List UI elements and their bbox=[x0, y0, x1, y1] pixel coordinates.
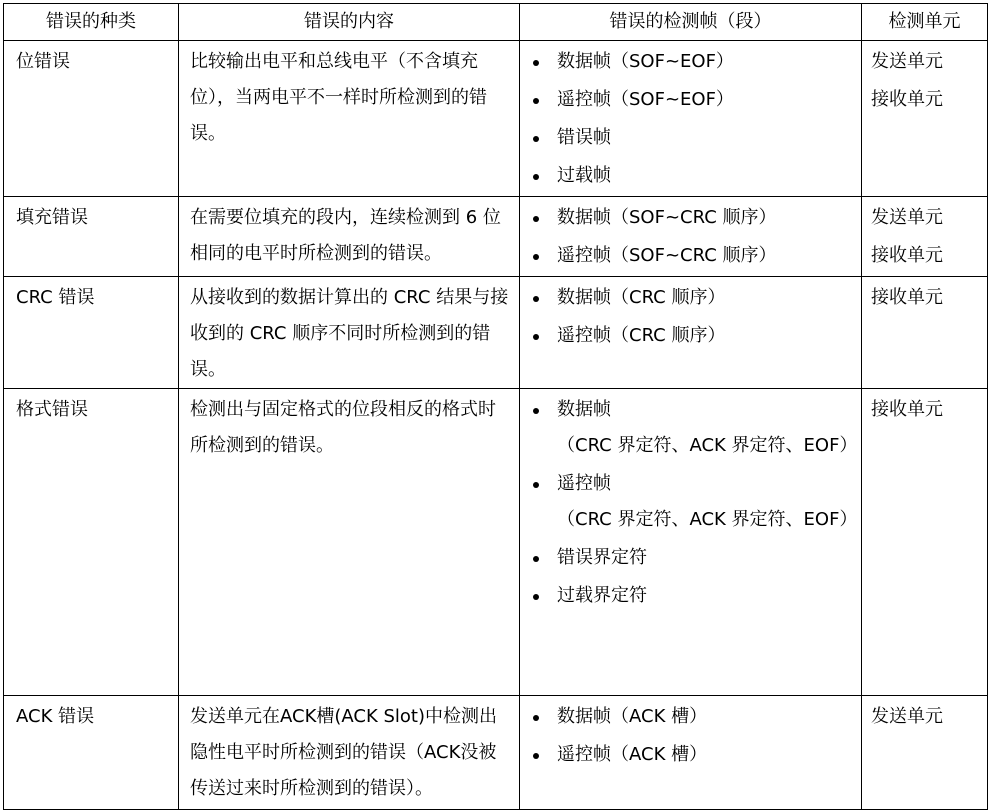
table-row bbox=[4, 277, 988, 389]
unit-label: 发送单元 bbox=[871, 706, 943, 727]
unit-label: 接收单元 bbox=[871, 287, 943, 308]
unit-label: 发送单元 bbox=[871, 207, 943, 228]
frame-label: 遥控帧（SOF~CRC 顺序） bbox=[557, 245, 777, 266]
frame-list bbox=[530, 200, 855, 274]
unit-label: 接收单元 bbox=[871, 399, 943, 420]
table-row bbox=[4, 389, 988, 696]
error-content-cell: 比较输出电平和总线电平（不含填充位），当两电平不一样时所检测到的错误。 bbox=[179, 41, 520, 197]
header-error-content: 错误的内容 bbox=[179, 4, 520, 41]
frame-list-item bbox=[530, 699, 855, 735]
detection-unit-cell bbox=[862, 41, 988, 197]
error-type-cell: 位错误 bbox=[4, 41, 179, 197]
frame-label: 数据帧（CRC 顺序） bbox=[557, 287, 726, 308]
frame-list-item bbox=[530, 158, 855, 194]
frame-label: 过载界定符 bbox=[557, 585, 647, 606]
frame-list-item bbox=[530, 238, 855, 274]
frame-list-item bbox=[530, 82, 855, 118]
detection-frames-cell bbox=[520, 41, 862, 197]
frame-label: 遥控帧（ACK 槽） bbox=[557, 744, 708, 765]
frame-list bbox=[530, 699, 855, 773]
frame-label: 错误帧 bbox=[557, 127, 611, 148]
frame-list-item bbox=[530, 466, 858, 538]
frame-detail: （CRC 界定符、ACK 界定符、EOF） bbox=[557, 509, 858, 530]
unit-label: 发送单元 bbox=[871, 51, 943, 72]
error-types-table bbox=[3, 3, 988, 810]
frame-list bbox=[530, 280, 855, 354]
frame-label: 错误界定符 bbox=[557, 547, 647, 568]
frame-list-item bbox=[530, 540, 855, 576]
detection-unit-cell bbox=[862, 197, 988, 277]
error-type-cell: 填充错误 bbox=[4, 197, 179, 277]
detection-frames-cell bbox=[520, 277, 862, 389]
header-detection-unit: 检测单元 bbox=[862, 4, 988, 41]
unit-label: 接收单元 bbox=[871, 89, 943, 110]
error-content-cell: 从接收到的数据计算出的 CRC 结果与接收到的 CRC 顺序不同时所检测到的错误。 bbox=[179, 277, 520, 389]
error-content-cell: 发送单元在ACK槽(ACK Slot)中检测出隐性电平时所检测到的错误（ACK没被传送过来时所检测到的错误）。 bbox=[179, 696, 520, 810]
frame-label: 数据帧（ACK 槽） bbox=[557, 706, 708, 727]
header-detection-frames: 错误的检测帧（段） bbox=[520, 4, 862, 41]
frame-detail: （CRC 界定符、ACK 界定符、EOF） bbox=[557, 435, 858, 456]
frame-list bbox=[530, 44, 855, 194]
table-row bbox=[4, 41, 988, 197]
frame-label: 遥控帧（SOF~EOF） bbox=[557, 89, 734, 110]
frame-label: 过载帧 bbox=[557, 165, 611, 186]
frame-list-item bbox=[530, 392, 858, 464]
detection-frames-cell bbox=[520, 197, 862, 277]
frame-list-item bbox=[530, 44, 855, 80]
frame-list-item bbox=[530, 280, 855, 316]
frame-label: 遥控帧（CRC 顺序） bbox=[557, 325, 726, 346]
frame-list-item bbox=[530, 200, 855, 236]
frame-list-item bbox=[530, 578, 855, 614]
frame-list-item bbox=[530, 318, 855, 354]
detection-frames-cell bbox=[520, 696, 862, 810]
detection-unit-cell bbox=[862, 389, 988, 696]
table-row bbox=[4, 197, 988, 277]
detection-unit-cell bbox=[862, 696, 988, 810]
frame-label: 数据帧（SOF~EOF） bbox=[557, 51, 734, 72]
error-type-cell: CRC 错误 bbox=[4, 277, 179, 389]
frame-list bbox=[530, 392, 858, 614]
table-row bbox=[4, 696, 988, 810]
unit-label: 接收单元 bbox=[871, 245, 943, 266]
error-type-cell: 格式错误 bbox=[4, 389, 179, 696]
detection-unit-cell bbox=[862, 277, 988, 389]
frame-list-item bbox=[530, 120, 855, 156]
header-error-type: 错误的种类 bbox=[4, 4, 179, 41]
frame-label: 数据帧（SOF~CRC 顺序） bbox=[557, 207, 777, 228]
error-type-cell: ACK 错误 bbox=[4, 696, 179, 810]
error-content-cell: 在需要位填充的段内，连续检测到 6 位相同的电平时所检测到的错误。 bbox=[179, 197, 520, 277]
detection-frames-cell bbox=[520, 389, 862, 696]
table-body bbox=[4, 41, 988, 810]
frame-label: 遥控帧 bbox=[557, 473, 611, 494]
frame-list-item bbox=[530, 737, 855, 773]
error-content-cell: 检测出与固定格式的位段相反的格式时所检测到的错误。 bbox=[179, 389, 520, 696]
frame-label: 数据帧 bbox=[557, 399, 611, 420]
table-header-row bbox=[4, 4, 988, 41]
